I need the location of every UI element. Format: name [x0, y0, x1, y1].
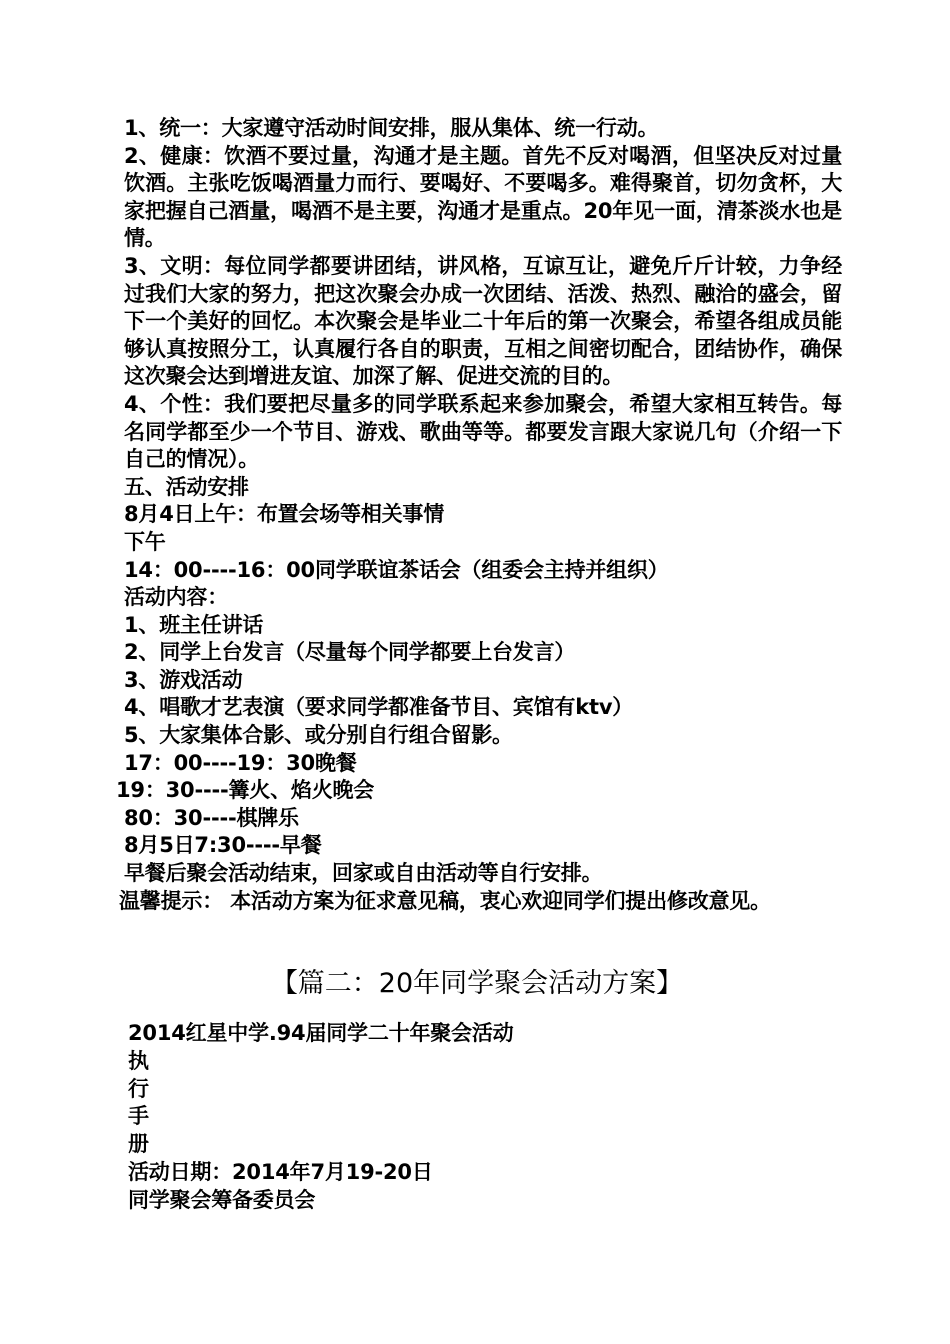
- schedule-aug4-morning: 8月4日上午：布置会场等相关事情: [124, 502, 445, 527]
- rule-unity: 1、统一：大家遵守活动时间安排，服从集体、统一行动。: [124, 116, 659, 140]
- activity-item: 2、同学上台发言（尽量每个同学都要上台发言）: [124, 640, 576, 665]
- schedule-heading: 五、活动安排: [124, 474, 249, 499]
- schedule-dinner: 17：00----19：30晚餐: [124, 750, 357, 775]
- activity-date: 活动日期：2014年7月19-20日: [128, 1159, 433, 1184]
- handbook-title-char: 执: [128, 1048, 149, 1073]
- warm-tip: 温馨提示： 本活动方案为征求意见稿，衷心欢迎同学们提出修改意见。: [119, 888, 771, 913]
- activity-content-label: 活动内容：: [124, 585, 228, 610]
- schedule-end: 早餐后聚会活动结束，回家或自由活动等自行安排。: [124, 861, 603, 886]
- plan-rules-section: [116, 115, 842, 915]
- activity-item: 1、班主任讲话: [124, 612, 264, 637]
- handbook-title: 2014红星中学.94届同学二十年聚会活动: [128, 1021, 514, 1045]
- handbook-title-char: 手: [128, 1104, 149, 1129]
- handbook-cover-section: [128, 1020, 854, 1215]
- schedule-tea-party: 14：00----16：00同学联谊茶话会（组委会主持并组织）: [124, 557, 669, 582]
- organizing-committee: 同学聚会筹备委员会: [128, 1187, 316, 1212]
- rule-individuality: 4、个性：我们要把尽量多的同学联系起来参加聚会，希望大家相互转告。每名同学都至少一个节目、游戏、歌曲等等。都要发言跟大家说几句（介绍一下自己的情况）。: [124, 391, 842, 472]
- schedule-afternoon: 下午: [124, 529, 166, 554]
- schedule-cards: 80：30----棋牌乐: [124, 805, 299, 830]
- activity-item: 5、大家集体合影、或分别自行组合留影。: [124, 723, 513, 748]
- activity-item: 3、游戏活动: [124, 667, 243, 692]
- schedule-aug5-breakfast: 8月5日7:30----早餐: [124, 833, 322, 858]
- schedule-bonfire: 19：30----篝火、焰火晚会: [116, 778, 375, 803]
- activity-item: 4、唱歌才艺表演（要求同学都准备节目、宾馆有ktv）: [124, 695, 634, 720]
- rule-health: 2、健康：饮酒不要过量，沟通才是主题。首先不反对喝酒，但坚决反对过量饮酒。主张吃饭喝酒量力而行、要喝好、不要喝多。难得聚首，切勿贪杯，大家把握自己酒量，喝酒不是主要，沟通才是重点。20年见一面，清茶淡水也是情。: [124, 143, 842, 251]
- rule-civility: 3、文明：每位同学都要讲团结，讲风格，互谅互让，避免斤斤计较，力争经过我们大家的努力，把这次聚会办成一次团结、活泼、热烈、融洽的盛会，留下一个美好的回忆。本次聚会是毕业二十年后的第一次聚会，希望各组成员能够认真按照分工，认真履行各自的职责，互相之间密切配合，团结协作，确保这次聚会达到增进友谊、加深了解、促进交流的目的。: [124, 253, 842, 389]
- section-heading: 【篇二：20年同学聚会活动方案】: [270, 968, 684, 999]
- handbook-title-char: 行: [128, 1076, 149, 1101]
- handbook-title-char: 册: [128, 1132, 149, 1157]
